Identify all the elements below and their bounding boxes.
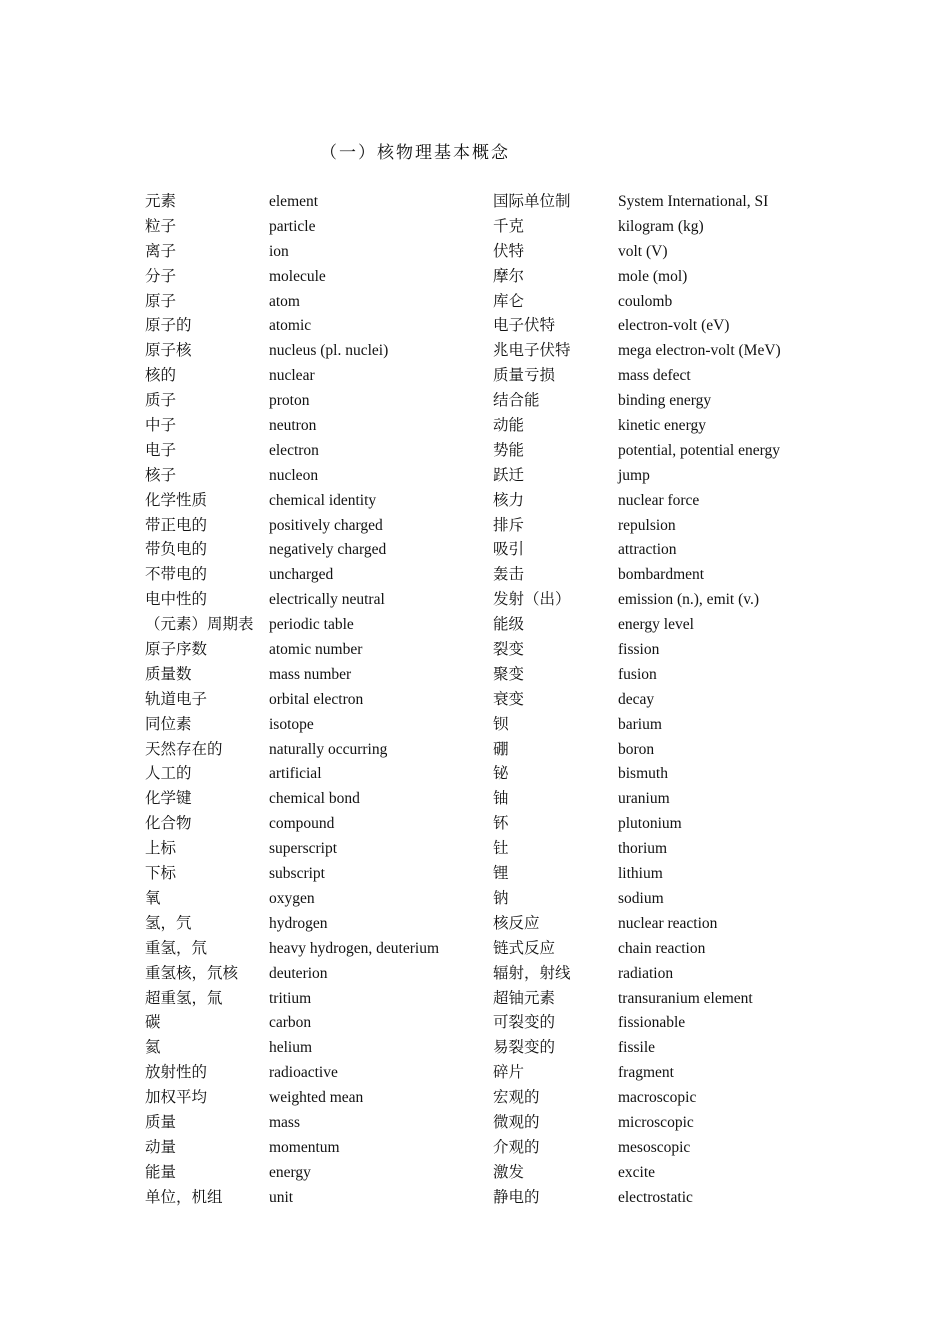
english-term: jump bbox=[618, 466, 650, 484]
glossary-row bbox=[145, 563, 825, 588]
english-term: momentum bbox=[269, 1138, 340, 1156]
chinese-term: 化学性质 bbox=[145, 491, 208, 509]
chinese-term: 放射性的 bbox=[145, 1064, 208, 1082]
chinese-term: 结合能 bbox=[493, 392, 540, 410]
glossary-row bbox=[145, 713, 825, 738]
english-term: tritium bbox=[269, 989, 312, 1007]
english-term: subscript bbox=[269, 865, 325, 883]
glossary-row bbox=[145, 787, 825, 812]
chinese-term: 伏特 bbox=[493, 242, 525, 260]
chinese-term: 动能 bbox=[493, 417, 525, 435]
chinese-term: 静电的 bbox=[493, 1188, 540, 1206]
chinese-term: 核力 bbox=[493, 491, 525, 509]
english-term: mass defect bbox=[618, 367, 691, 385]
english-term: oxygen bbox=[269, 889, 315, 907]
glossary-row bbox=[145, 912, 825, 937]
english-term: nuclear force bbox=[618, 491, 700, 509]
english-term: periodic table bbox=[269, 616, 354, 634]
glossary-row bbox=[145, 588, 825, 613]
english-term: electrostatic bbox=[618, 1188, 693, 1206]
english-term: neutron bbox=[269, 417, 317, 435]
chinese-term: 氦 bbox=[145, 1039, 161, 1057]
chinese-term: 重氢核，氘核 bbox=[145, 964, 239, 982]
english-term: energy bbox=[269, 1163, 311, 1181]
english-term: chain reaction bbox=[618, 939, 706, 957]
english-term: mass number bbox=[269, 665, 352, 683]
chinese-term: 微观的 bbox=[493, 1113, 540, 1131]
chinese-term: 硼 bbox=[493, 740, 509, 758]
english-term: ion bbox=[269, 242, 289, 260]
chinese-term: 不带电的 bbox=[145, 566, 208, 584]
english-term: molecule bbox=[269, 267, 326, 285]
english-term: mesoscopic bbox=[618, 1138, 691, 1156]
chinese-term: 中子 bbox=[145, 417, 177, 435]
chinese-term: 核子 bbox=[145, 466, 177, 484]
english-term: coulomb bbox=[618, 292, 673, 310]
chinese-term: 国际单位制 bbox=[493, 193, 571, 210]
glossary-row bbox=[145, 414, 825, 439]
english-term: nuclear bbox=[269, 367, 315, 385]
english-term: bombardment bbox=[618, 566, 705, 584]
english-term: electron bbox=[269, 441, 319, 459]
chinese-term: 核反应 bbox=[493, 914, 540, 932]
glossary-row bbox=[145, 389, 825, 414]
chinese-term: 轨道电子 bbox=[145, 690, 208, 708]
chinese-term: 库仑 bbox=[493, 292, 525, 310]
chinese-term: 兆电子伏特 bbox=[493, 342, 571, 360]
english-term: emission (n.), emit (v.) bbox=[618, 591, 760, 609]
chinese-term: 超重氢，氚 bbox=[145, 989, 223, 1007]
chinese-term: 介观的 bbox=[493, 1138, 540, 1156]
english-term: plutonium bbox=[618, 815, 682, 833]
english-term: isotope bbox=[269, 715, 314, 733]
english-term: bismuth bbox=[618, 765, 668, 783]
english-term: binding energy bbox=[618, 392, 712, 410]
english-term: fusion bbox=[618, 665, 657, 683]
glossary-row bbox=[145, 265, 825, 290]
chinese-term: 易裂变的 bbox=[493, 1039, 556, 1057]
english-term: chemical bond bbox=[269, 790, 360, 808]
chinese-term: 质子 bbox=[145, 392, 177, 410]
chinese-term: 化合物 bbox=[145, 815, 192, 833]
glossary-row bbox=[145, 1161, 825, 1186]
chinese-term: 超铀元素 bbox=[493, 989, 556, 1007]
chinese-term: 跃迁 bbox=[493, 466, 525, 484]
glossary-row bbox=[145, 1061, 825, 1086]
english-term: radiation bbox=[618, 964, 674, 982]
glossary-row bbox=[145, 663, 825, 688]
glossary-row bbox=[145, 812, 825, 837]
english-term: repulsion bbox=[618, 516, 676, 534]
glossary-row bbox=[145, 439, 825, 464]
english-term: fission bbox=[618, 641, 660, 659]
english-term: kinetic energy bbox=[618, 417, 706, 435]
english-term: fissile bbox=[618, 1039, 656, 1057]
english-term: helium bbox=[269, 1039, 313, 1057]
english-term: sodium bbox=[618, 889, 664, 907]
english-term: mole (mol) bbox=[618, 267, 688, 285]
english-term: uncharged bbox=[269, 566, 334, 584]
glossary-row bbox=[145, 215, 825, 240]
english-term: atomic bbox=[269, 317, 312, 335]
chinese-term: 带正电的 bbox=[145, 516, 208, 534]
chinese-term: 衰变 bbox=[493, 690, 525, 708]
english-term: electron-volt (eV) bbox=[618, 317, 730, 335]
glossary-row bbox=[145, 738, 825, 763]
english-term: atom bbox=[269, 292, 300, 310]
chinese-term: 原子序数 bbox=[145, 641, 208, 659]
glossary-row bbox=[145, 364, 825, 389]
english-term: weighted mean bbox=[269, 1089, 364, 1107]
glossary-row bbox=[145, 314, 825, 339]
chinese-term: 可裂变的 bbox=[493, 1014, 556, 1032]
english-term: element bbox=[269, 193, 319, 210]
glossary-row bbox=[145, 837, 825, 862]
english-term: excite bbox=[618, 1163, 656, 1181]
english-term: decay bbox=[618, 690, 655, 708]
glossary-table bbox=[145, 190, 825, 1211]
chinese-term: 加权平均 bbox=[145, 1089, 208, 1107]
english-term: volt (V) bbox=[618, 242, 668, 260]
chinese-term: 裂变 bbox=[493, 641, 525, 659]
english-term: mass bbox=[269, 1113, 300, 1131]
glossary-row bbox=[145, 1111, 825, 1136]
chinese-term: 钚 bbox=[493, 815, 509, 833]
chinese-term: 能量 bbox=[145, 1163, 177, 1181]
chinese-term: 原子 bbox=[145, 292, 177, 310]
english-term: thorium bbox=[618, 840, 668, 858]
chinese-term: 能级 bbox=[493, 616, 525, 634]
english-term: fissionable bbox=[618, 1014, 686, 1032]
glossary-row bbox=[145, 489, 825, 514]
english-term: naturally occurring bbox=[269, 740, 388, 758]
chinese-term: 碎片 bbox=[493, 1064, 525, 1082]
english-term: nucleus (pl. nuclei) bbox=[269, 342, 389, 360]
chinese-term: 碳 bbox=[145, 1014, 161, 1032]
chinese-term: 吸引 bbox=[493, 541, 525, 559]
english-term: negatively charged bbox=[269, 541, 387, 559]
chinese-term: 天然存在的 bbox=[145, 740, 223, 758]
chinese-term: 电中性的 bbox=[145, 591, 208, 609]
glossary-row bbox=[145, 1036, 825, 1061]
chinese-term: 聚变 bbox=[493, 665, 525, 683]
chinese-term: 粒子 bbox=[145, 217, 177, 235]
chinese-term: 辐射，射线 bbox=[493, 964, 571, 982]
glossary-row bbox=[145, 1186, 825, 1211]
english-term: electrically neutral bbox=[269, 591, 385, 609]
chinese-term: 电子伏特 bbox=[493, 317, 556, 335]
glossary-row bbox=[145, 887, 825, 912]
chinese-term: 势能 bbox=[493, 441, 525, 459]
chinese-term: 动量 bbox=[145, 1138, 177, 1156]
english-term: chemical identity bbox=[269, 491, 377, 509]
english-term: mega electron-volt (MeV) bbox=[618, 342, 781, 360]
glossary-row bbox=[145, 937, 825, 962]
english-term: macroscopic bbox=[618, 1089, 697, 1107]
chinese-term: 质量亏损 bbox=[493, 367, 556, 385]
chinese-term: 重氢，氘 bbox=[145, 939, 208, 957]
chinese-term: 氧 bbox=[145, 889, 161, 907]
glossary-row bbox=[145, 688, 825, 713]
glossary-row bbox=[145, 190, 825, 215]
chinese-term: （元素）周期表 bbox=[145, 616, 254, 634]
glossary-row bbox=[145, 613, 825, 638]
english-term: positively charged bbox=[269, 516, 383, 534]
english-term: energy level bbox=[618, 616, 694, 634]
english-term: nuclear reaction bbox=[618, 914, 718, 932]
english-term: barium bbox=[618, 715, 662, 733]
chinese-term: 核的 bbox=[145, 367, 177, 385]
english-term: particle bbox=[269, 217, 316, 235]
chinese-term: 锂 bbox=[493, 865, 509, 883]
chinese-term: 质量数 bbox=[145, 665, 192, 683]
english-term: artificial bbox=[269, 765, 322, 783]
chinese-term: 化学键 bbox=[145, 790, 192, 808]
chinese-term: 人工的 bbox=[145, 765, 192, 783]
chinese-term: 发射（出） bbox=[493, 591, 571, 609]
chinese-term: 千克 bbox=[493, 217, 525, 235]
english-term: transuranium element bbox=[618, 989, 753, 1007]
chinese-term: 氢，氕 bbox=[145, 914, 192, 932]
chinese-term: 分子 bbox=[145, 267, 177, 285]
english-term: superscript bbox=[269, 840, 338, 858]
chinese-term: 宏观的 bbox=[493, 1089, 540, 1107]
english-term: hydrogen bbox=[269, 914, 328, 932]
glossary-row bbox=[145, 638, 825, 663]
glossary-row bbox=[145, 1136, 825, 1161]
english-term: orbital electron bbox=[269, 690, 364, 708]
chinese-term: 排斥 bbox=[493, 516, 525, 534]
english-term: boron bbox=[618, 740, 655, 758]
english-term: lithium bbox=[618, 865, 663, 883]
english-term: uranium bbox=[618, 790, 670, 808]
english-term: deuterion bbox=[269, 964, 328, 982]
page-title: （一）核物理基本概念 bbox=[320, 143, 510, 162]
chinese-term: 同位素 bbox=[145, 715, 192, 733]
chinese-term: 链式反应 bbox=[493, 939, 556, 957]
chinese-term: 激发 bbox=[493, 1163, 525, 1181]
chinese-term: 摩尔 bbox=[493, 267, 525, 285]
chinese-term: 离子 bbox=[145, 242, 177, 260]
english-term: unit bbox=[269, 1188, 294, 1206]
english-term: compound bbox=[269, 815, 335, 833]
english-term: radioactive bbox=[269, 1064, 338, 1082]
english-term: microscopic bbox=[618, 1113, 694, 1131]
chinese-term: 元素 bbox=[145, 193, 177, 210]
chinese-term: 轰击 bbox=[493, 566, 525, 584]
chinese-term: 单位，机组 bbox=[145, 1188, 223, 1206]
glossary-row bbox=[145, 514, 825, 539]
english-term: nucleon bbox=[269, 466, 319, 484]
english-term: attraction bbox=[618, 541, 677, 559]
chinese-term: 下标 bbox=[145, 865, 177, 883]
english-term: fragment bbox=[618, 1064, 674, 1082]
glossary-row bbox=[145, 290, 825, 315]
chinese-term: 钠 bbox=[493, 889, 509, 907]
glossary-row bbox=[145, 1086, 825, 1111]
chinese-term: 带负电的 bbox=[145, 541, 208, 559]
chinese-term: 钍 bbox=[493, 840, 509, 858]
chinese-term: 原子的 bbox=[145, 317, 192, 335]
chinese-term: 钡 bbox=[493, 715, 509, 733]
chinese-term: 上标 bbox=[145, 840, 177, 858]
english-term: heavy hydrogen, deuterium bbox=[269, 939, 440, 957]
english-term: potential, potential energy bbox=[618, 441, 780, 459]
glossary-row bbox=[145, 339, 825, 364]
glossary-row bbox=[145, 862, 825, 887]
chinese-term: 电子 bbox=[145, 441, 177, 459]
english-term: System International, SI bbox=[618, 193, 769, 210]
english-term: carbon bbox=[269, 1014, 312, 1032]
glossary-row bbox=[145, 538, 825, 563]
chinese-term: 铋 bbox=[493, 765, 509, 783]
english-term: kilogram (kg) bbox=[618, 217, 704, 235]
glossary-row bbox=[145, 762, 825, 787]
chinese-term: 铀 bbox=[493, 790, 509, 808]
chinese-term: 原子核 bbox=[145, 342, 192, 360]
glossary-row bbox=[145, 987, 825, 1012]
glossary-row bbox=[145, 962, 825, 987]
english-term: atomic number bbox=[269, 641, 363, 659]
english-term: proton bbox=[269, 392, 310, 410]
glossary-row bbox=[145, 240, 825, 265]
glossary-row bbox=[145, 464, 825, 489]
chinese-term: 质量 bbox=[145, 1113, 177, 1131]
glossary-row bbox=[145, 1011, 825, 1036]
